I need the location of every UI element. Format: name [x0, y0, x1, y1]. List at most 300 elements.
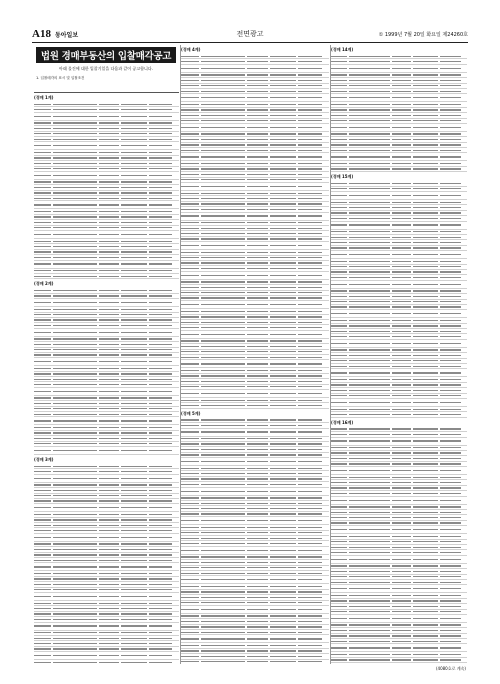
listing-cell [181, 322, 199, 323]
listing-cell [121, 443, 147, 444]
listing-cell [298, 626, 322, 627]
listing-cell [247, 520, 268, 521]
listing-cell [331, 195, 347, 196]
court-section-heading: (경매 2계) [34, 281, 54, 287]
listing-cell [121, 578, 147, 579]
listing-cell [413, 115, 437, 116]
listing-cell [331, 447, 347, 448]
listing-cell [349, 218, 390, 219]
listing-cell [413, 109, 437, 110]
listing-cell [331, 529, 347, 530]
listing-cell [270, 503, 297, 504]
listing-cell [34, 290, 51, 291]
listing-cell [53, 648, 97, 649]
listing-cell [247, 297, 268, 298]
listing-cell [34, 408, 51, 409]
listing-cell [181, 419, 199, 420]
listing-block [331, 427, 467, 664]
listing-cell [34, 566, 51, 567]
listing-cell [392, 379, 411, 380]
listing-cell [270, 156, 297, 157]
listing-cell [331, 493, 347, 494]
listing-cell [201, 150, 245, 151]
listing-cell [99, 613, 119, 614]
listing-cell [247, 127, 268, 128]
listing-cell [99, 507, 119, 508]
listing-cell [440, 325, 462, 326]
listing-cell [413, 559, 437, 560]
listing-cell [53, 128, 97, 129]
listing-cell [181, 281, 199, 282]
listing-row [181, 213, 329, 221]
listing-row [34, 623, 179, 631]
listing-cell [247, 74, 268, 75]
listing-cell [331, 487, 347, 488]
listing-cell [270, 400, 297, 401]
listing-cell [331, 56, 347, 57]
listing-cell [99, 466, 119, 467]
listing-cell [392, 80, 411, 81]
listing-cell [121, 384, 147, 385]
listing-cell [413, 320, 437, 321]
listing-cell [201, 346, 245, 347]
listing-cell [392, 517, 411, 518]
listing-cell [53, 211, 97, 212]
listing-cell [121, 211, 147, 212]
listing-row [34, 534, 179, 542]
listing-cell [270, 268, 297, 269]
listing-cell [247, 238, 268, 239]
listing-cell [121, 295, 147, 296]
listing-cell [413, 195, 437, 196]
listing-block [34, 102, 179, 279]
listing-cell [331, 641, 347, 642]
listing-cell [298, 370, 322, 371]
listing-cell [270, 520, 297, 521]
listing-cell [247, 431, 268, 432]
listing-cell [298, 375, 322, 376]
listing-cell [121, 157, 147, 158]
listing-cell [270, 473, 297, 474]
listing-cell [201, 292, 245, 293]
listing-cell [201, 311, 245, 312]
listing-cell [298, 562, 322, 563]
listing-cell [121, 507, 147, 508]
listing-cell [99, 163, 119, 164]
listing-cell [99, 589, 119, 590]
listing-cell [34, 484, 51, 485]
listing-cell [298, 340, 322, 341]
listing-cell [392, 500, 411, 501]
page-number: A18 [32, 28, 51, 40]
listing-cell [149, 566, 172, 567]
listing-cell [331, 559, 347, 560]
listing-cell [247, 538, 268, 539]
listing-row [331, 310, 467, 318]
listing-cell [149, 302, 172, 303]
listing-cell [331, 654, 347, 655]
listing-cell [247, 109, 268, 110]
listing-cell [349, 61, 390, 62]
listing-cell [331, 477, 347, 478]
listing-cell [247, 562, 268, 563]
listing-cell [149, 319, 172, 320]
listing-cell [247, 222, 268, 223]
listing-cell [149, 655, 172, 656]
listing-cell [149, 204, 172, 205]
listing-cell [121, 466, 147, 467]
listing-cell [53, 420, 97, 421]
listing-cell [121, 490, 147, 491]
listing-cell [99, 354, 119, 355]
listing-cell [149, 619, 172, 620]
listing-cell [440, 320, 462, 321]
listing-cell [53, 450, 97, 451]
listing-cell [201, 386, 245, 387]
listing-row [331, 153, 467, 161]
listing-cell [392, 163, 411, 164]
listing-cell [201, 438, 245, 439]
listing-cell [53, 204, 97, 205]
listing-cell [181, 104, 199, 105]
listing-cell [53, 198, 97, 199]
listing-cell [149, 344, 172, 345]
listing-cell [440, 336, 462, 337]
listing-cell [298, 257, 322, 258]
listing-cell [149, 332, 172, 333]
listing-cell [201, 209, 245, 210]
listing-cell [247, 527, 268, 528]
listing-cell [181, 656, 199, 657]
listing-cell [298, 632, 322, 633]
listing-cell [201, 215, 245, 216]
listing-cell [99, 625, 119, 626]
listing-cell [181, 120, 199, 121]
listing-cell [99, 484, 119, 485]
listing-cell [331, 284, 347, 285]
listing-cell [247, 56, 268, 57]
listing-cell [413, 624, 437, 625]
listing-row [34, 504, 179, 512]
listing-cell [440, 470, 462, 471]
listing-cell [181, 139, 199, 140]
listing-cell [99, 537, 119, 538]
listing-cell [201, 340, 245, 341]
listing-cell [53, 246, 97, 247]
listing-cell [298, 579, 322, 580]
listing-cell [392, 402, 411, 403]
listing-cell [149, 145, 172, 146]
court-section-heading: (경매 4계) [181, 47, 201, 52]
listing-cell [298, 602, 322, 603]
listing-cell [121, 655, 147, 656]
listing-cell [392, 313, 411, 314]
listing-cell [298, 144, 322, 145]
listing-cell [331, 482, 347, 483]
listing-cell [331, 68, 347, 69]
listing-cell [181, 61, 199, 62]
listing-cell [34, 427, 51, 428]
listing-cell [270, 120, 297, 121]
listing-cell [349, 195, 390, 196]
listing-cell [121, 133, 147, 134]
listing-cell [413, 641, 437, 642]
listing-row [34, 660, 179, 664]
listing-cell [149, 543, 172, 544]
listing-cell [201, 198, 245, 199]
listing-cell [99, 427, 119, 428]
listing-cell [440, 477, 462, 478]
listing-cell [413, 434, 437, 435]
listing-cell [413, 547, 437, 548]
listing-cell [349, 522, 390, 523]
listing-cell [34, 270, 51, 271]
listing-cell [270, 179, 297, 180]
listing-cell [201, 405, 245, 406]
listing-cell [181, 538, 199, 539]
listing-cell [298, 127, 322, 128]
listing-cell [149, 368, 172, 369]
listing-cell [201, 370, 245, 371]
listing-cell [440, 452, 462, 453]
listing-cell [149, 104, 172, 105]
listing-cell [331, 565, 347, 566]
listing-cell [413, 552, 437, 553]
listing-cell [247, 661, 268, 662]
listing-cell [440, 313, 462, 314]
listing-cell [121, 554, 147, 555]
listing-cell [53, 603, 97, 604]
listing-cell [149, 443, 172, 444]
listing-cell [440, 120, 462, 121]
listing-cell [331, 517, 347, 518]
listing-cell [413, 414, 437, 415]
listing-cell [270, 215, 297, 216]
listing-cell [270, 222, 297, 223]
listing-cell [349, 133, 390, 134]
listing-cell [413, 440, 437, 441]
listing-cell [331, 463, 347, 464]
listing-cell [331, 395, 347, 396]
listing-cell [53, 397, 97, 398]
listing-cell [34, 643, 51, 644]
listing-cell [331, 576, 347, 577]
listing-cell [392, 477, 411, 478]
listing-cell [349, 120, 390, 121]
listing-cell [181, 56, 199, 57]
listing-cell [392, 366, 411, 367]
listing-cell [298, 292, 322, 293]
listing-cell [201, 127, 245, 128]
listing-cell [201, 431, 245, 432]
listing-cell [99, 560, 119, 561]
listing-cell [201, 425, 245, 426]
listing-cell [247, 304, 268, 305]
listing-cell [53, 116, 97, 117]
listing-cell [99, 519, 119, 520]
listing-cell [53, 500, 97, 501]
listing-cell [34, 314, 51, 315]
listing-cell [331, 306, 347, 307]
listing-cell [34, 234, 51, 235]
listing-cell [201, 478, 245, 479]
listing-cell [392, 635, 411, 636]
listing-cell [53, 368, 97, 369]
listing-cell [247, 120, 268, 121]
listing-cell [349, 296, 390, 297]
listing-cell [349, 440, 390, 441]
listing-cell [34, 216, 51, 217]
listing-cell [440, 641, 462, 642]
listing-cell [201, 262, 245, 263]
listing-cell [181, 304, 199, 305]
listing-cell [331, 325, 347, 326]
listing-cell [99, 514, 119, 515]
listing-cell [53, 432, 97, 433]
listing-cell [149, 478, 172, 479]
listing-cell [349, 390, 390, 391]
listing-cell [149, 648, 172, 649]
listing-cell [201, 609, 245, 610]
listing-cell [440, 224, 462, 225]
listing-cell [99, 638, 119, 639]
listing-cell [34, 344, 51, 345]
listing-cell [331, 144, 347, 145]
listing-cell [392, 606, 411, 607]
listing-cell [349, 74, 390, 75]
listing-cell [99, 500, 119, 501]
listing-cell [413, 372, 437, 373]
listing-cell [392, 349, 411, 350]
listing-cell [53, 295, 97, 296]
listing-cell [121, 603, 147, 604]
listing-cell [270, 443, 297, 444]
listing-cell [270, 61, 297, 62]
listing-cell [53, 537, 97, 538]
listing-cell [201, 304, 245, 305]
listing-cell [121, 662, 147, 663]
listing-cell [121, 187, 147, 188]
listing-cell [392, 331, 411, 332]
listing-cell [181, 443, 199, 444]
listing-cell [121, 484, 147, 485]
listing-cell [413, 207, 437, 208]
listing-cell [349, 284, 390, 285]
page-header [32, 27, 468, 41]
listing-cell [392, 336, 411, 337]
listing-cell [440, 91, 462, 92]
listing-cell [181, 109, 199, 110]
listing-cell [149, 349, 172, 350]
listing-cell [440, 409, 462, 410]
listing-cell [53, 490, 97, 491]
court-section-heading: (경매 15계) [331, 174, 354, 180]
listing-row [34, 475, 179, 483]
listing-cell [440, 133, 462, 134]
listing-cell [270, 508, 297, 509]
listing-cell [53, 319, 97, 320]
listing-cell [121, 391, 147, 392]
listing-cell [413, 588, 437, 589]
listing-cell [53, 525, 97, 526]
listing-cell [247, 375, 268, 376]
listing-cell [440, 97, 462, 98]
listing-cell [298, 245, 322, 246]
listing-cell [392, 97, 411, 98]
listing-cell [34, 507, 51, 508]
listing-cell [331, 452, 347, 453]
listing-cell [181, 602, 199, 603]
listing-cell [247, 334, 268, 335]
listing-cell [181, 650, 199, 651]
listing-cell [99, 391, 119, 392]
listing-cell [247, 597, 268, 598]
listing-cell [392, 440, 411, 441]
listing-cell [34, 438, 51, 439]
listing-cell [149, 432, 172, 433]
listing-row [331, 412, 467, 417]
listing-cell [413, 261, 437, 262]
listing-cell [181, 579, 199, 580]
listing-cell [440, 115, 462, 116]
listing-cell [53, 175, 97, 176]
listing-row [34, 201, 179, 209]
listing-cell [53, 514, 97, 515]
listing-cell [413, 477, 437, 478]
listing-cell [181, 405, 199, 406]
listing-cell [440, 611, 462, 612]
listing-cell [270, 168, 297, 169]
listing-cell [34, 338, 51, 339]
listing-cell [270, 573, 297, 574]
listing-cell [99, 662, 119, 663]
listing-cell [53, 192, 97, 193]
listing-cell [270, 615, 297, 616]
listing-cell [392, 247, 411, 248]
listing-cell [181, 393, 199, 394]
listing-cell [413, 458, 437, 459]
listing-cell [298, 638, 322, 639]
listing-cell [247, 513, 268, 514]
listing-cell [99, 157, 119, 158]
listing-cell [201, 168, 245, 169]
listing-cell [181, 252, 199, 253]
listing-cell [270, 56, 297, 57]
listing-cell [392, 290, 411, 291]
listing-cell [181, 215, 199, 216]
listing-cell [392, 390, 411, 391]
listing-cell [121, 349, 147, 350]
listing-cell [99, 361, 119, 362]
listing-cell [99, 181, 119, 182]
listing-cell [349, 611, 390, 612]
listing-cell [349, 188, 390, 189]
listing-cell [181, 74, 199, 75]
listing-cell [247, 425, 268, 426]
listing-cell [331, 127, 347, 128]
listing-cell [413, 355, 437, 356]
listing-cell [331, 360, 347, 361]
listing-cell [34, 543, 51, 544]
listing-cell [121, 128, 147, 129]
listing-cell [53, 109, 97, 110]
listing-cell [149, 128, 172, 129]
listing-cell [99, 295, 119, 296]
listing-cell [247, 68, 268, 69]
listing-cell [121, 234, 147, 235]
listing-cell [413, 271, 437, 272]
listing-cell [53, 632, 97, 633]
